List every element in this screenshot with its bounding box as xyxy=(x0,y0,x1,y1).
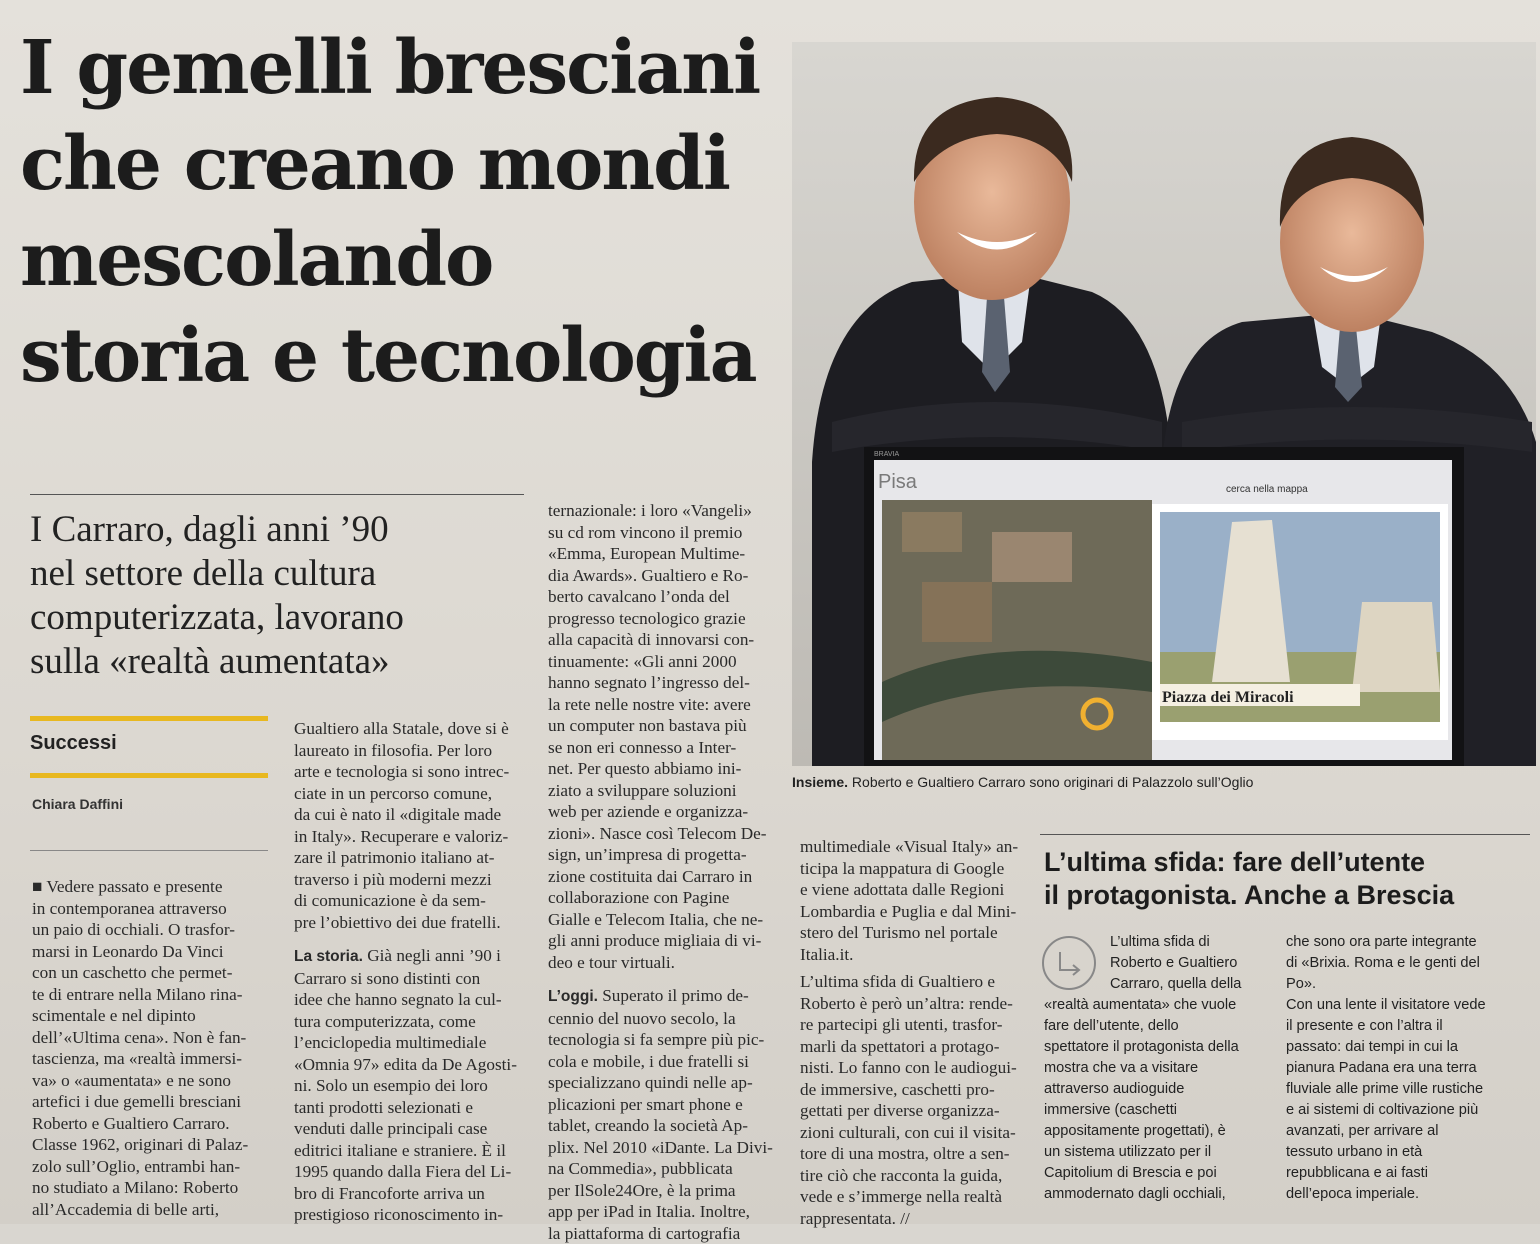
text-line: Roberto è però un’altra: rende- xyxy=(800,993,1018,1015)
text-line: Con una lente il visitatore vede xyxy=(1286,995,1486,1016)
text-line: Carraro si sono distinti con xyxy=(294,968,517,990)
subheadline-line: nel settore della cultura xyxy=(30,552,530,596)
subhead-rule xyxy=(30,494,524,495)
text-line: Roberto e Gualtiero xyxy=(1110,953,1241,974)
sidebar-column-1b xyxy=(1044,995,1239,1205)
text-line: dell’epoca imperiale. xyxy=(1286,1184,1486,1205)
text-line: vede e s’immerge nella realtà xyxy=(800,1186,1018,1208)
text-line: attraverso audioguide xyxy=(1044,1079,1239,1100)
text-line: il presente e con l’altra il xyxy=(1286,1016,1486,1037)
text-line: venduti dalle principali case xyxy=(294,1118,517,1140)
section-rule-bottom xyxy=(30,773,268,778)
author-byline: Chiara Daffini xyxy=(32,796,123,812)
text-line: plicazioni per smart phone e xyxy=(548,1094,773,1116)
text-line: stero del Turismo nel portale xyxy=(800,922,1018,944)
photo-caption xyxy=(792,774,1536,790)
text-line: avanzati, per arrivare al xyxy=(1286,1121,1486,1142)
text-line: collaborazione con Pagine xyxy=(548,887,773,909)
text-line: marli da spettatori a protago- xyxy=(800,1036,1018,1058)
text-line: marsi in Leonardo Da Vinci xyxy=(32,941,248,963)
text-line: Lombardia e Puglia e dal Mini- xyxy=(800,901,1018,923)
text-line: tanti prodotti selezionati e xyxy=(294,1097,517,1119)
text-line: ni. Solo un esempio dei loro xyxy=(294,1075,517,1097)
article-column-1 xyxy=(32,876,248,1220)
text-line: appositamente progettati), è xyxy=(1044,1121,1239,1142)
text-line: gli anni produce migliaia di vi- xyxy=(548,930,773,952)
text-line: mostra che va a visitare xyxy=(1044,1058,1239,1079)
screen-title: Pisa xyxy=(878,471,918,493)
text-line: Classe 1962, originari di Palaz- xyxy=(32,1134,248,1156)
subheadline-line: computerizzata, lavorano xyxy=(30,596,530,640)
text-line: La storia. Già negli anni ’90 i xyxy=(294,945,517,968)
text-line: tecnologia si fa sempre più pic- xyxy=(548,1029,773,1051)
text-line: idee che hanno segnato la cul- xyxy=(294,989,517,1011)
text-line: ■ Vedere passato e presente xyxy=(32,876,248,898)
text-line: su cd rom vincono il premio xyxy=(548,522,773,544)
text-line: alla capacità di innovarsi con- xyxy=(548,629,773,651)
text-line: un sistema utilizzato per il xyxy=(1044,1142,1239,1163)
caption-text: Roberto e Gualtiero Carraro sono originari di Palazzolo sull’Oglio xyxy=(848,774,1253,790)
text-line: tablet, creando la società Ap- xyxy=(548,1115,773,1137)
text-line: plix. Nel 2010 «iDante. La Divi- xyxy=(548,1137,773,1159)
subheadline-line: sulla «realtà aumentata» xyxy=(30,640,530,684)
text-line: L’ultima sfida di xyxy=(1110,932,1241,953)
arrow-icon xyxy=(1042,936,1096,990)
text-line: zioni culturali, con cui il visita- xyxy=(800,1122,1018,1144)
text-line: arte e tecnologia si sono intrec- xyxy=(294,761,517,783)
text-line: tinuamente: «Gli anni 2000 xyxy=(548,651,773,673)
headline-line: mescolando xyxy=(20,212,780,308)
text-line: un paio di occhiali. O trasfor- xyxy=(32,919,248,941)
text-line: se non eri connesso a Inter- xyxy=(548,737,773,759)
text-line: de immersive, caschetti pro- xyxy=(800,1079,1018,1101)
sidebar-column-1 xyxy=(1110,932,1241,995)
text-line: l’enciclopedia multimediale xyxy=(294,1032,517,1054)
section-rule-top xyxy=(30,716,268,721)
text-line: che sono ora parte integrante xyxy=(1286,932,1486,953)
text-line: e viene adottata dalle Regioni xyxy=(800,879,1018,901)
text-line: per IlSole24Ore, è la prima xyxy=(548,1180,773,1202)
text-line: dia Awards». Gualtiero e Ro- xyxy=(548,565,773,587)
text-line: zione costituita dai Carraro in xyxy=(548,866,773,888)
text-line: L’oggi. Superato il primo de- xyxy=(548,985,773,1008)
text-line: Capitolium di Brescia e poi xyxy=(1044,1163,1239,1184)
headline-line: che creano mondi xyxy=(20,116,780,212)
text-line: Po». xyxy=(1286,974,1486,995)
sidebar-title xyxy=(1044,846,1524,912)
text-line: prestigioso riconoscimento in- xyxy=(294,1204,517,1226)
text-line: multimediale «Visual Italy» an- xyxy=(800,836,1018,858)
text-line: deo e tour virtuali. xyxy=(548,952,773,974)
text-line: con un caschetto che permet- xyxy=(32,962,248,984)
text-line: ticipa la mappatura di Google xyxy=(800,858,1018,880)
text-line: fluviale alle prime ville rustiche xyxy=(1286,1079,1486,1100)
text-line: un computer non bastava più xyxy=(548,715,773,737)
text-line: net. Per questo abbiamo ini- xyxy=(548,758,773,780)
text-line: hanno segnato l’ingresso del- xyxy=(548,672,773,694)
text-line: di «Brixia. Roma e le genti del xyxy=(1286,953,1486,974)
photo-twins xyxy=(792,42,1536,766)
text-line: bro di Francoforte arriva un xyxy=(294,1183,517,1205)
headline-line: I gemelli bresciani xyxy=(20,20,780,116)
text-line: tore di una mostra, oltre a sen- xyxy=(800,1143,1018,1165)
text-line: sign, un’impresa di progetta- xyxy=(548,844,773,866)
text-line: specializzano quindi nelle ap- xyxy=(548,1072,773,1094)
text-line: Gualtiero alla Statale, dove si è xyxy=(294,718,517,740)
text-line: immersive (caschetti xyxy=(1044,1100,1239,1121)
subheadline-line: I Carraro, dagli anni ’90 xyxy=(30,508,530,552)
text-line: all’Accademia di belle arti, xyxy=(32,1199,248,1221)
screen-search: cerca nella mappa xyxy=(1226,484,1308,495)
article-column-3 xyxy=(548,500,773,1244)
subheadline xyxy=(30,508,530,684)
text-line: na Commedia», pubblicata xyxy=(548,1158,773,1180)
sidebar-title-line: il protagonista. Anche a Brescia xyxy=(1044,879,1524,912)
text-line: «realtà aumentata» che vuole xyxy=(1044,995,1239,1016)
headline xyxy=(20,20,780,404)
text-line: nisti. Lo fanno con le audiogui- xyxy=(800,1057,1018,1079)
text-line: traverso i più moderni mezzi xyxy=(294,869,517,891)
text-line: dell’«Ultima cena». Non è fan- xyxy=(32,1027,248,1049)
photo-illustration xyxy=(792,42,1536,766)
text-line: fare dell’utente, dello xyxy=(1044,1016,1239,1037)
text-line: la piattaforma di cartografia xyxy=(548,1223,773,1244)
text-line: tire ciò che racconta la guida, xyxy=(800,1165,1018,1187)
text-line: berto cavalcano l’onda del xyxy=(548,586,773,608)
sidebar-rule xyxy=(1040,834,1530,835)
text-line: app per iPad in Italia. Inoltre, xyxy=(548,1201,773,1223)
article-column-4 xyxy=(800,836,1018,1229)
section-label: Successi xyxy=(30,732,117,755)
lead-in-history: La storia. xyxy=(294,948,363,965)
text-line: tura computerizzata, come xyxy=(294,1011,517,1033)
text-line: la rete nelle nostre vite: avere xyxy=(548,694,773,716)
sidebar-column-2 xyxy=(1286,932,1486,1205)
article-column-2 xyxy=(294,718,517,1226)
text-line: no studiato a Milano: Roberto xyxy=(32,1177,248,1199)
text-line: gettati per diverse organizza- xyxy=(800,1100,1018,1122)
sidebar-title-line: L’ultima sfida: fare dell’utente xyxy=(1044,846,1524,879)
text-line: Carraro, quella della xyxy=(1110,974,1241,995)
text-line: te di entrare nella Milano rina- xyxy=(32,984,248,1006)
text-line: Italia.it. xyxy=(800,944,1018,966)
text-line: pianura Padana era una terra xyxy=(1286,1058,1486,1079)
text-line: laureato in filosofia. Per loro xyxy=(294,740,517,762)
lead-in-today: L’oggi. xyxy=(548,988,598,1005)
text-line: progresso tecnologico grazie xyxy=(548,608,773,630)
byline-rule xyxy=(30,850,268,851)
text-line: spettatore il protagonista della xyxy=(1044,1037,1239,1058)
text-line: ammodernato dagli occhiali, xyxy=(1044,1184,1239,1205)
text-line: zare il patrimonio italiano at- xyxy=(294,847,517,869)
inset-label: Piazza dei Miracoli xyxy=(1162,689,1294,706)
text-line: va» o «aumentata» e ne sono xyxy=(32,1070,248,1092)
text-line: zolo sull’Oglio, entrambi han- xyxy=(32,1156,248,1178)
text-line: cennio del nuovo secolo, la xyxy=(548,1008,773,1030)
text-line: in contemporanea attraverso xyxy=(32,898,248,920)
text-line: «Emma, European Multime- xyxy=(548,543,773,565)
text-line: «Omnia 97» edita da De Agosti- xyxy=(294,1054,517,1076)
text-line: 1995 quando dalla Fiera del Li- xyxy=(294,1161,517,1183)
text-line: da cui è nato il «digitale made xyxy=(294,804,517,826)
text-line: artefici i due gemelli bresciani xyxy=(32,1091,248,1113)
caption-lead: Insieme. xyxy=(792,774,848,790)
text-line: Roberto e Gualtiero Carraro. xyxy=(32,1113,248,1135)
text-line: cola e mobile, i due fratelli si xyxy=(548,1051,773,1073)
text-line: repubblicana e ai fasti xyxy=(1286,1163,1486,1184)
text-line: ziato a sviluppare soluzioni xyxy=(548,780,773,802)
text-line: in Italy». Recuperare e valoriz- xyxy=(294,826,517,848)
text-line: passato: dai tempi in cui la xyxy=(1286,1037,1486,1058)
headline-line: storia e tecnologia xyxy=(20,308,780,404)
text-line: ciate in un percorso comune, xyxy=(294,783,517,805)
text-line: tessuto urbano in età xyxy=(1286,1142,1486,1163)
text-line: ternazionale: i loro «Vangeli» xyxy=(548,500,773,522)
text-line: e ai sistemi di coltivazione più xyxy=(1286,1100,1486,1121)
text-line: pre l’obiettivo dei due fratelli. xyxy=(294,912,517,934)
text-line: tascienza, ma «realtà immersi- xyxy=(32,1048,248,1070)
screen-brand: BRAVIA xyxy=(874,451,899,458)
text-line: rappresentata. // xyxy=(800,1208,1018,1230)
text-line: di comunicazione è da sem- xyxy=(294,890,517,912)
text-line: zioni». Nasce così Telecom De- xyxy=(548,823,773,845)
text-line: re partecipi gli utenti, trasfor- xyxy=(800,1014,1018,1036)
text-line: scimentale e nel dipinto xyxy=(32,1005,248,1027)
text-line: L’ultima sfida di Gualtiero e xyxy=(800,971,1018,993)
text-line: editrici italiane e straniere. È il xyxy=(294,1140,517,1162)
text-line: web per aziende e organizza- xyxy=(548,801,773,823)
text-line: Gialle e Telecom Italia, che ne- xyxy=(548,909,773,931)
